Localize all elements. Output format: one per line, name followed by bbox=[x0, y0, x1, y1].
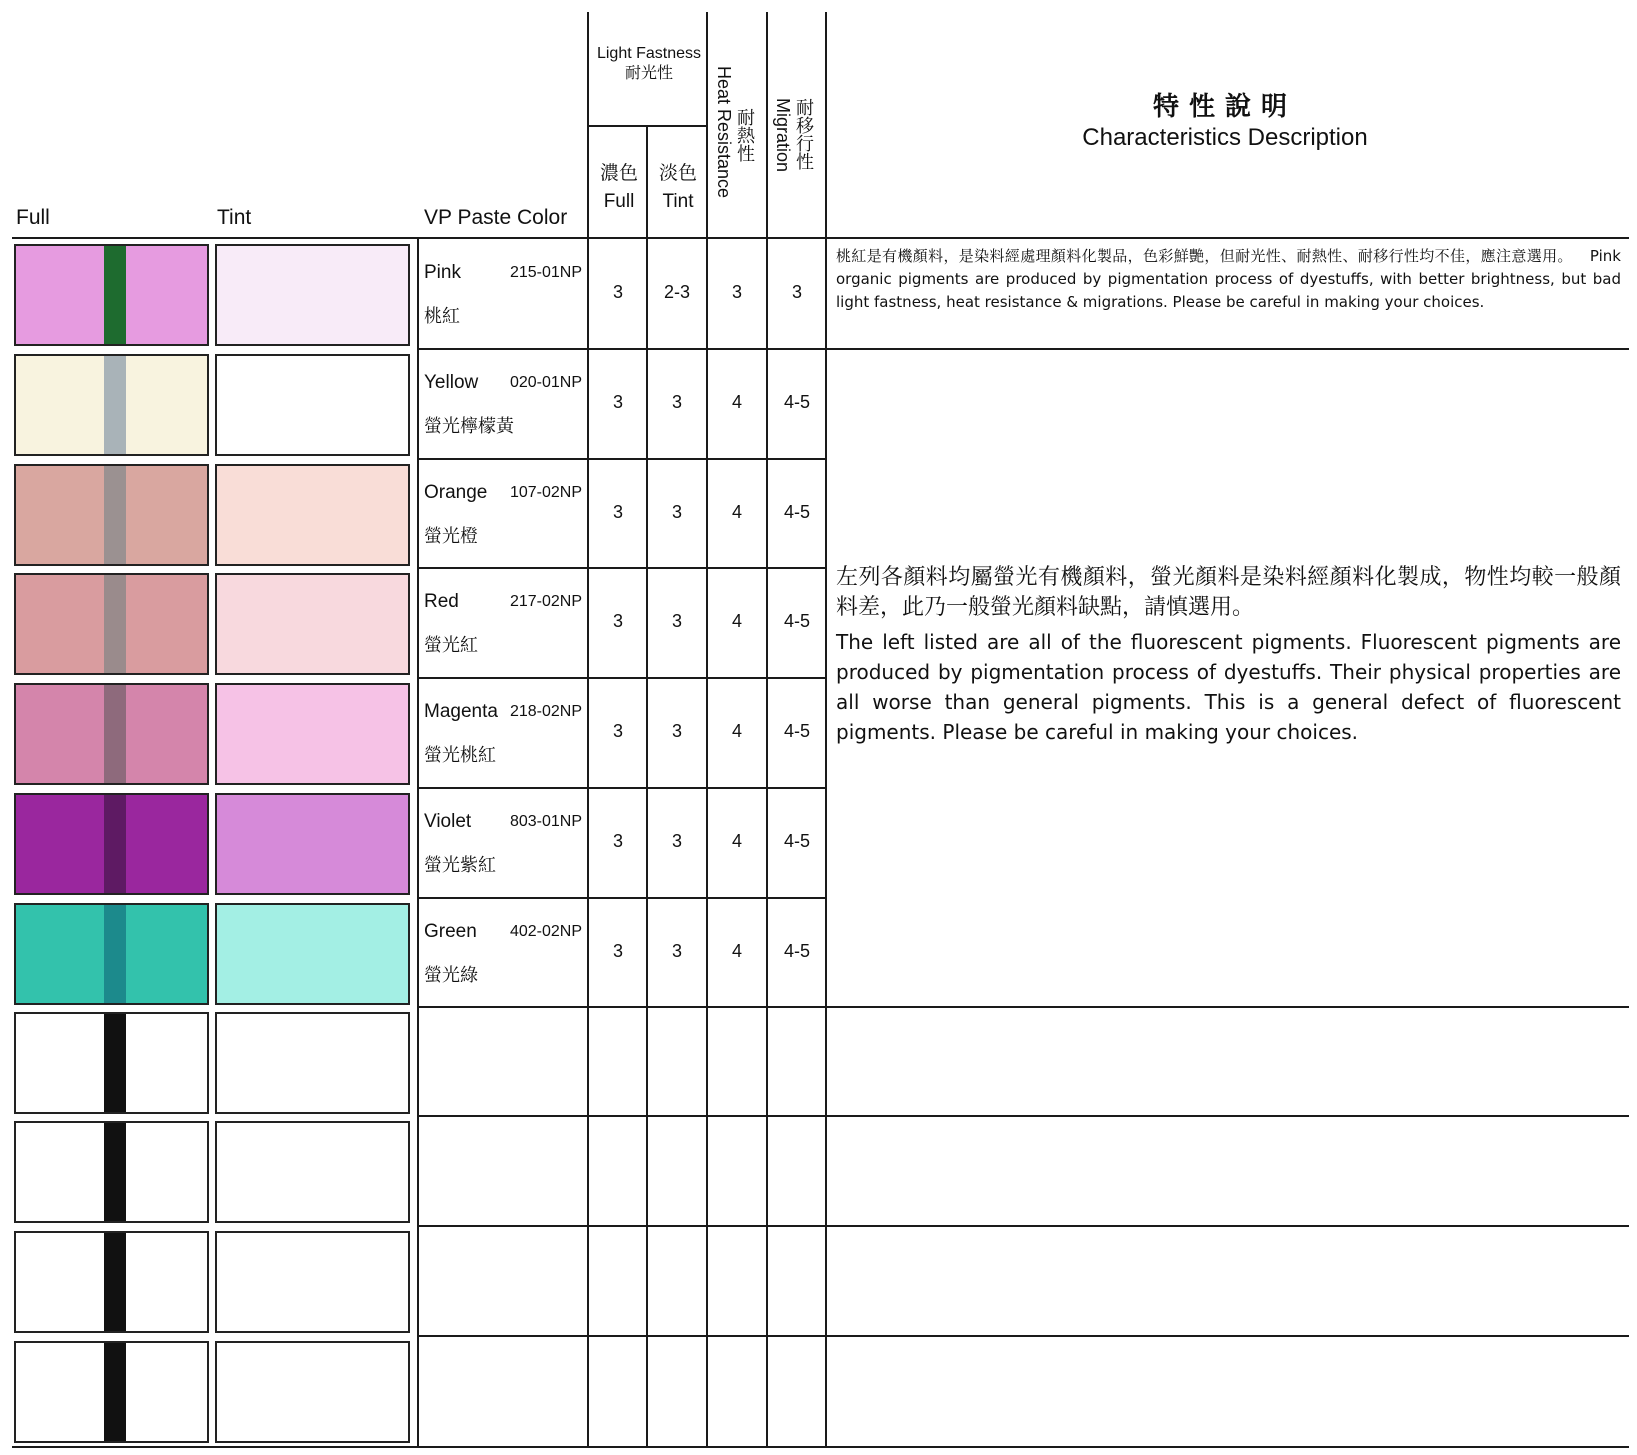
full-swatch bbox=[14, 573, 209, 675]
grid-line bbox=[825, 1006, 1629, 1008]
color-code: 107-02NP bbox=[509, 484, 582, 501]
migration: 4-5 bbox=[783, 392, 810, 412]
color-code: 402-02NP bbox=[509, 923, 582, 940]
header-light-full-en: Full bbox=[603, 191, 635, 212]
light-fastness-tint: 3 bbox=[671, 392, 682, 412]
header-heat-resistance-zh: 耐熱性 bbox=[735, 108, 755, 162]
tint-swatch bbox=[215, 1121, 410, 1223]
fluorescent-description-zh: 左列各顏料均屬螢光有機顏料，螢光顏料是染料經顏料化製成，物性均較一般顏料差，此乃一般螢光顏料缺點，請慎選用。 bbox=[836, 565, 1621, 620]
full-swatch bbox=[14, 464, 209, 566]
grid-line bbox=[417, 567, 827, 569]
pink-description-zh: 桃紅是有機顏料，是染料經處理顏料化製品，色彩鮮艷，但耐光性、耐熱性、耐移行性均不佳，應注意選用。 bbox=[836, 247, 1573, 265]
heat-resistance: 3 bbox=[731, 282, 742, 302]
header-migration-zh: 耐移行性 bbox=[794, 98, 814, 170]
grid-line bbox=[12, 1446, 1629, 1448]
header-light-full-zh: 濃色 bbox=[599, 163, 638, 184]
grid-line bbox=[825, 1335, 1629, 1337]
tint-swatch bbox=[215, 354, 410, 456]
color-name: Yellow bbox=[424, 372, 479, 393]
light-fastness-full: 3 bbox=[612, 502, 623, 522]
tint-swatch bbox=[215, 1231, 410, 1333]
tint-swatch bbox=[215, 464, 410, 566]
tint-swatch bbox=[215, 683, 410, 785]
light-fastness-full: 3 bbox=[612, 392, 623, 412]
heat-resistance: 4 bbox=[731, 831, 742, 851]
header-light-full bbox=[589, 160, 649, 216]
full-swatch bbox=[14, 793, 209, 895]
color-name: Red bbox=[424, 591, 459, 612]
full-swatch bbox=[14, 1341, 209, 1443]
header-characteristics-en: Characteristics Description bbox=[1082, 124, 1368, 151]
full-swatch-stripe bbox=[104, 905, 126, 1003]
heat-resistance: 4 bbox=[731, 721, 742, 741]
color-name-zh: 螢光紅 bbox=[424, 635, 478, 656]
grid-line bbox=[417, 1225, 827, 1227]
full-swatch-stripe bbox=[104, 795, 126, 893]
full-swatch bbox=[14, 1121, 209, 1223]
grid-line bbox=[587, 125, 708, 127]
light-fastness-tint: 3 bbox=[671, 611, 682, 631]
migration: 4-5 bbox=[783, 941, 810, 961]
light-fastness-tint: 2-3 bbox=[663, 282, 690, 302]
grid-line bbox=[825, 1115, 1629, 1117]
header-light-fastness-en: Light Fastness bbox=[596, 45, 702, 62]
light-fastness-full: 3 bbox=[612, 282, 623, 302]
color-code: 218-02NP bbox=[509, 703, 582, 720]
light-fastness-full: 3 bbox=[612, 941, 623, 961]
color-name-zh: 螢光橙 bbox=[424, 526, 478, 547]
migration: 3 bbox=[791, 282, 802, 302]
full-swatch bbox=[14, 903, 209, 1005]
color-name-zh: 螢光桃紅 bbox=[424, 745, 496, 766]
color-name: Violet bbox=[424, 811, 472, 832]
grid-line bbox=[417, 238, 419, 1448]
full-swatch-stripe bbox=[104, 685, 126, 783]
heat-resistance: 4 bbox=[731, 502, 742, 522]
tint-swatch bbox=[215, 793, 410, 895]
full-swatch-stripe bbox=[104, 246, 126, 344]
tint-swatch bbox=[215, 1012, 410, 1114]
full-swatch-stripe bbox=[104, 575, 126, 673]
color-code: 217-02NP bbox=[509, 593, 582, 610]
color-name-zh: 桃紅 bbox=[424, 306, 460, 327]
light-fastness-full: 3 bbox=[612, 831, 623, 851]
header-light-tint bbox=[648, 160, 708, 216]
pink-description bbox=[836, 245, 1621, 314]
light-fastness-full: 3 bbox=[612, 611, 623, 631]
full-swatch-stripe bbox=[104, 1343, 126, 1441]
heat-resistance: 4 bbox=[731, 392, 742, 412]
header-heat-resistance bbox=[713, 66, 755, 198]
pink-description-en: Pink organic pigments are produced by pigmentation process of dyestuffs, with better brightness, but bad light fastness, heat resistance & migrations. Please be careful in making your choices. bbox=[836, 247, 1621, 311]
grid-line bbox=[417, 348, 827, 350]
full-swatch-stripe bbox=[104, 1014, 126, 1112]
header-heat-resistance-en: Heat Resistance bbox=[714, 66, 734, 199]
color-code: 020-01NP bbox=[509, 374, 582, 391]
full-swatch bbox=[14, 244, 209, 346]
tint-swatch bbox=[215, 1341, 410, 1443]
full-swatch bbox=[14, 683, 209, 785]
color-name: Green bbox=[424, 921, 477, 942]
header-light-fastness bbox=[590, 44, 708, 84]
grid-line bbox=[417, 677, 827, 679]
light-fastness-tint: 3 bbox=[671, 831, 682, 851]
tint-swatch bbox=[215, 573, 410, 675]
migration: 4-5 bbox=[783, 502, 810, 522]
full-swatch bbox=[14, 1231, 209, 1333]
color-name: Orange bbox=[424, 482, 488, 503]
color-name: Magenta bbox=[424, 701, 498, 722]
color-code: 803-01NP bbox=[509, 813, 582, 830]
full-swatch-stripe bbox=[104, 466, 126, 564]
fluorescent-description bbox=[836, 563, 1621, 747]
grid-line bbox=[417, 1006, 827, 1008]
full-swatch-stripe bbox=[104, 1233, 126, 1331]
light-fastness-tint: 3 bbox=[671, 941, 682, 961]
grid-line bbox=[417, 458, 827, 460]
light-fastness-tint: 3 bbox=[671, 502, 682, 522]
light-fastness-tint: 3 bbox=[671, 721, 682, 741]
heat-resistance: 4 bbox=[731, 941, 742, 961]
color-name-zh: 螢光檸檬黃 bbox=[424, 416, 514, 437]
header-light-fastness-zh: 耐光性 bbox=[624, 65, 673, 82]
grid-line bbox=[417, 1335, 827, 1337]
header-migration-en: Migration bbox=[773, 98, 793, 173]
header-vp-paste-color: VP Paste Color bbox=[424, 206, 568, 229]
migration: 4-5 bbox=[783, 611, 810, 631]
header-tint: Tint bbox=[217, 206, 252, 229]
header-light-tint-zh: 淡色 bbox=[658, 163, 697, 184]
full-swatch bbox=[14, 354, 209, 456]
color-name-zh: 螢光紫紅 bbox=[424, 855, 496, 876]
light-fastness-full: 3 bbox=[612, 721, 623, 741]
grid-line bbox=[417, 787, 827, 789]
grid-line bbox=[825, 1225, 1629, 1227]
header-characteristics-zh: 特性說明 bbox=[1152, 92, 1297, 122]
fluorescent-description-en: The left listed are all of the fluorescent pigments. Fluorescent pigments are produced by pigmentation process of dyestuffs. Their physical properties are all worse than general pigments. This is a general defect of fluorescent pigments. Please be careful in making your choices. bbox=[836, 630, 1621, 744]
full-swatch-stripe bbox=[104, 1123, 126, 1221]
heat-resistance: 4 bbox=[731, 611, 742, 631]
header-light-tint-en: Tint bbox=[662, 191, 694, 212]
full-swatch-stripe bbox=[104, 356, 126, 454]
header-migration bbox=[772, 98, 814, 172]
header-full: Full bbox=[16, 206, 50, 229]
grid-line bbox=[825, 348, 1629, 350]
full-swatch bbox=[14, 1012, 209, 1114]
tint-swatch bbox=[215, 903, 410, 1005]
migration: 4-5 bbox=[783, 831, 810, 851]
color-code: 215-01NP bbox=[509, 264, 582, 281]
tint-swatch bbox=[215, 244, 410, 346]
grid-line bbox=[417, 897, 827, 899]
color-name: Pink bbox=[424, 262, 461, 283]
grid-line bbox=[417, 1115, 827, 1117]
migration: 4-5 bbox=[783, 721, 810, 741]
grid-line bbox=[12, 237, 1629, 239]
color-name-zh: 螢光綠 bbox=[424, 965, 478, 986]
